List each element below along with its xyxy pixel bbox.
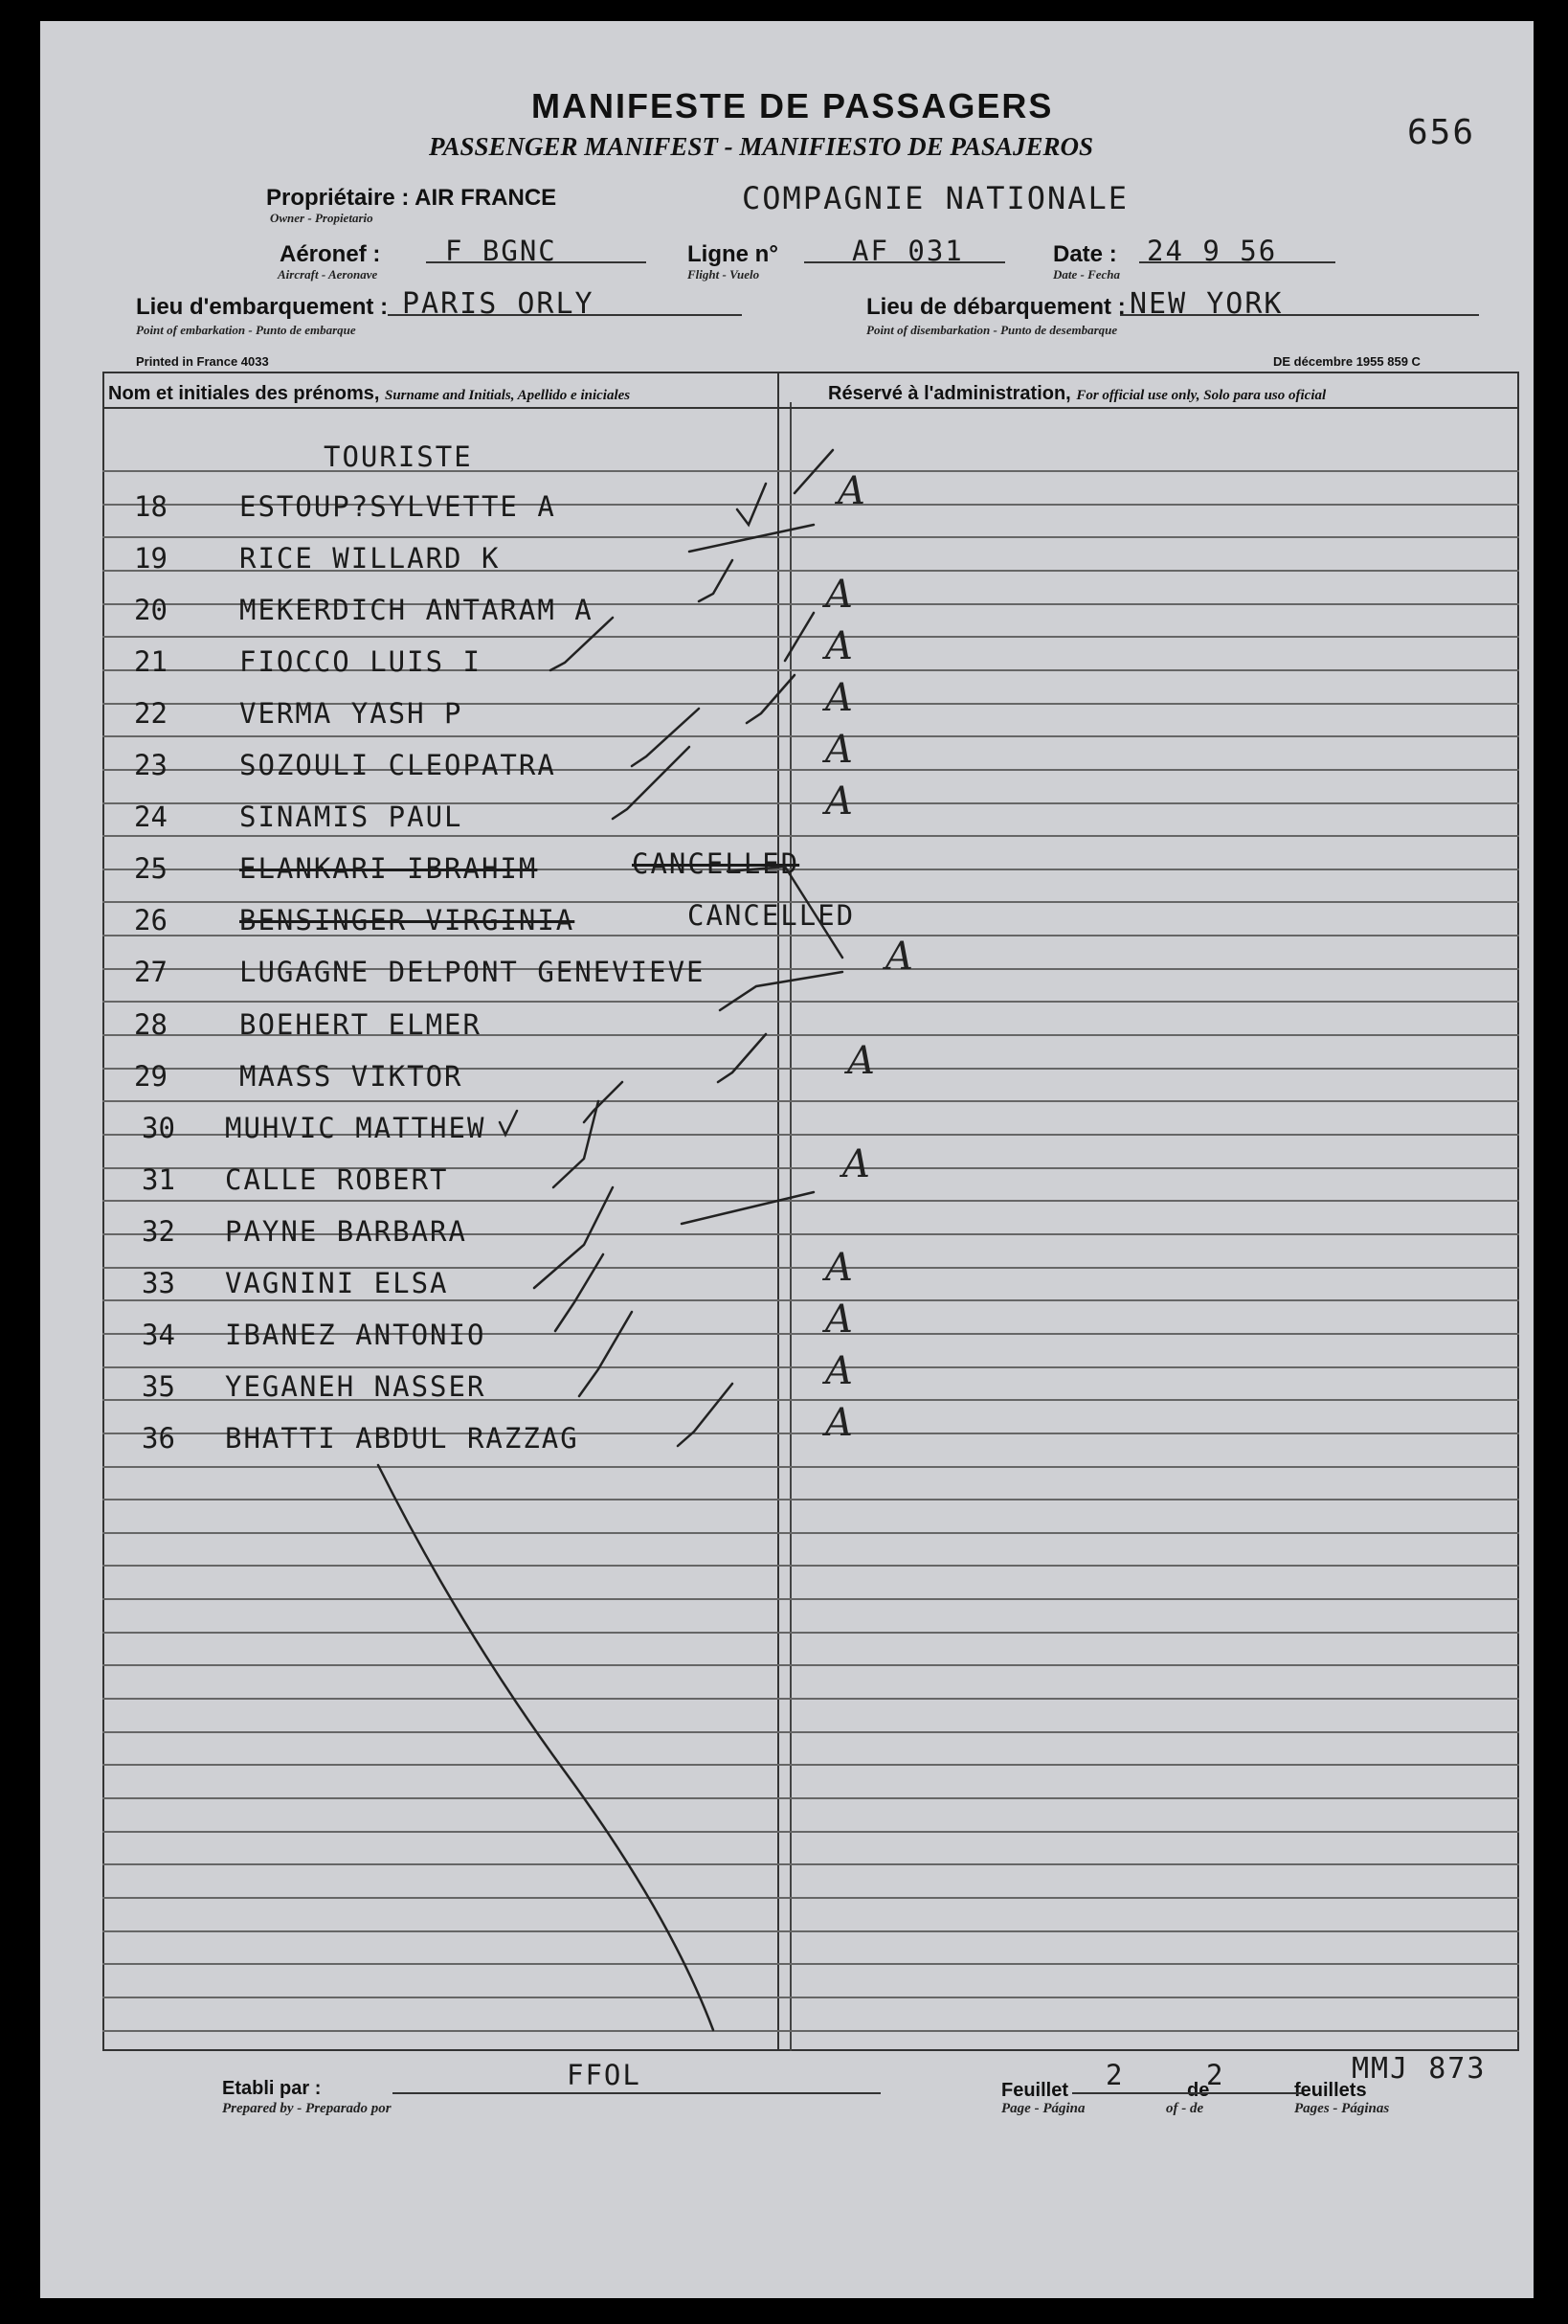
ruled-line — [102, 1664, 1519, 1666]
cancelled-note: CANCELLED — [632, 847, 800, 880]
prepared-sublabel: Prepared by - Preparado por — [222, 2101, 392, 2116]
admin-mark: A — [825, 728, 853, 772]
owner-sublabel: Owner - Propietario — [270, 211, 373, 225]
of-label: de — [1187, 2080, 1210, 2101]
ruled-line — [102, 1598, 1519, 1600]
flight-underline — [804, 261, 1005, 263]
col1-header — [108, 383, 630, 405]
aircraft-sublabel: Aircraft - Aeronave — [278, 267, 378, 282]
aircraft-value: F BGNC — [445, 235, 557, 267]
prepared-underline — [392, 2092, 881, 2094]
passenger-name: YEGANEH NASSER — [225, 1370, 486, 1403]
ruled-line — [102, 1366, 1519, 1368]
ruled-line — [102, 1863, 1519, 1865]
sheet-label: Feuillet — [1001, 2080, 1069, 2101]
passenger-number: 21 — [134, 645, 168, 678]
table-divider-inner — [790, 402, 792, 2051]
sheet-underline — [1072, 2092, 1302, 2094]
prepared-label: Etabli par : — [222, 2078, 322, 2099]
manifest-title: MANIFESTE DE PASSAGERS — [531, 86, 1054, 125]
passenger-number: 36 — [142, 1422, 175, 1455]
date-value: 24 9 56 — [1147, 235, 1278, 267]
sheets-sublabel: Pages - Páginas — [1294, 2101, 1390, 2116]
passenger-name: ESTOUP?SYLVETTE A — [239, 490, 556, 523]
admin-mark: A — [838, 469, 865, 513]
form-code: DE décembre 1955 859 C — [1273, 354, 1421, 369]
passenger-name: MAASS VIKTOR — [239, 1060, 463, 1093]
passenger-name: BOEHERT ELMER — [239, 1008, 482, 1041]
admin-mark: A — [825, 676, 853, 720]
printed-note: Printed in France 4033 — [136, 354, 269, 369]
passenger-number: 29 — [134, 1060, 168, 1093]
ruled-line — [102, 1100, 1519, 1102]
owner-value: COMPAGNIE NATIONALE — [742, 180, 1130, 216]
passenger-name: ELANKARI IBRAHIM — [239, 852, 538, 885]
passenger-name: SINAMIS PAUL — [239, 801, 463, 833]
sheet-value: 2 — [1106, 2059, 1125, 2091]
disembark-sublabel: Point of disembarkation - Punto de desembarque — [866, 323, 1118, 337]
passenger-number: 23 — [134, 749, 168, 781]
passenger-name: RICE WILLARD K — [239, 542, 501, 575]
passenger-number: 24 — [134, 801, 168, 833]
owner-label: Propriétaire : AIR FRANCE — [266, 185, 557, 211]
flight-value: AF 031 — [852, 235, 964, 267]
date-underline — [1139, 261, 1335, 263]
admin-mark: A — [825, 1401, 853, 1445]
ruled-line — [102, 1001, 1519, 1003]
section-label: TOURISTE — [324, 440, 473, 473]
passenger-number: 34 — [142, 1319, 175, 1351]
ruled-line — [102, 1299, 1519, 1301]
ruled-line — [102, 1698, 1519, 1700]
ruled-line — [102, 1632, 1519, 1634]
disembark-value: NEW YORK — [1130, 287, 1284, 321]
col2-header-label: Réservé à l'administration, — [828, 383, 1071, 404]
ruled-line — [102, 1897, 1519, 1899]
page-stamp: 656 — [1407, 113, 1476, 152]
of-sublabel: of - de — [1166, 2101, 1204, 2116]
ruled-line — [102, 1797, 1519, 1799]
passenger-name: MUHVIC MATTHEW — [225, 1112, 486, 1144]
flight-sublabel: Flight - Vuelo — [687, 267, 760, 282]
passenger-name: MEKERDICH ANTARAM A — [239, 594, 594, 626]
passenger-number: 31 — [142, 1163, 175, 1196]
manifest-subtitle: PASSENGER MANIFEST - MANIFIESTO DE PASAJEROS — [429, 132, 1093, 161]
passenger-number: 35 — [142, 1370, 175, 1403]
table-header-line — [102, 407, 1519, 409]
admin-mark: A — [825, 1349, 853, 1393]
passenger-name: CALLE ROBERT — [225, 1163, 449, 1196]
ruled-line — [102, 1997, 1519, 1998]
ruled-line — [102, 835, 1519, 837]
passenger-number: 22 — [134, 697, 168, 730]
passenger-number: 32 — [142, 1215, 175, 1248]
disembark-label: Lieu de débarquement : — [866, 294, 1126, 320]
ruled-line — [102, 735, 1519, 737]
stamp-number: MMJ 873 — [1352, 2052, 1487, 2086]
passenger-name: VAGNINI ELSA — [225, 1267, 449, 1299]
passenger-name: BHATTI ABDUL RAZZAG — [225, 1422, 579, 1455]
ruled-line — [102, 1565, 1519, 1567]
ruled-line — [102, 1731, 1519, 1733]
admin-mark: A — [847, 1039, 875, 1083]
passenger-name: PAYNE BARBARA — [225, 1215, 467, 1248]
ruled-line — [102, 1200, 1519, 1202]
passenger-number: 25 — [134, 852, 168, 885]
sheets-label: feuillets — [1294, 2080, 1367, 2101]
ruled-line — [102, 1963, 1519, 1965]
passenger-name: IBANEZ ANTONIO — [225, 1319, 486, 1351]
embark-label: Lieu d'embarquement : — [136, 294, 389, 320]
admin-mark: A — [885, 935, 913, 979]
passenger-number: 26 — [134, 904, 168, 936]
aircraft-label: Aéronef : — [280, 241, 381, 267]
passenger-number: 30 — [142, 1112, 175, 1144]
admin-mark: A — [825, 1246, 853, 1290]
ruled-line — [102, 1532, 1519, 1534]
of-value: 2 — [1206, 2059, 1225, 2091]
col1-header-sub: Surname and Initials, Apellido e iniciales — [384, 388, 631, 403]
aircraft-underline — [426, 261, 646, 263]
sheet-sublabel: Page - Página — [1001, 2101, 1086, 2116]
passenger-name: LUGAGNE DELPONT GENEVIEVE — [239, 956, 706, 988]
col1-header-label: Nom et initiales des prénoms, — [108, 383, 380, 404]
ruled-line — [102, 1499, 1519, 1500]
ruled-line — [102, 2030, 1519, 2032]
admin-mark: A — [842, 1142, 870, 1186]
passenger-number: 27 — [134, 956, 168, 988]
admin-mark: A — [825, 1297, 853, 1342]
passenger-name: VERMA YASH P — [239, 697, 463, 730]
ruled-line — [102, 536, 1519, 538]
ruled-line — [102, 1831, 1519, 1833]
disembark-underline — [1120, 314, 1479, 316]
flight-label: Ligne n° — [687, 241, 778, 267]
embark-sublabel: Point of embarkation - Punto de embarque — [136, 323, 356, 337]
ruled-line — [102, 1930, 1519, 1932]
admin-mark: A — [825, 573, 853, 617]
passenger-number: 20 — [134, 594, 168, 626]
passenger-number: 19 — [134, 542, 168, 575]
admin-mark: A — [825, 779, 853, 824]
passenger-name: BENSINGER VIRGINIA — [239, 904, 575, 936]
cancelled-note: CANCELLED — [687, 899, 856, 932]
prepared-value: FFOL — [567, 2059, 641, 2091]
passenger-number: 28 — [134, 1008, 168, 1041]
date-label: Date : — [1053, 241, 1117, 267]
ruled-line — [102, 470, 1519, 472]
passenger-name: SOZOULI CLEOPATRA — [239, 749, 556, 781]
admin-mark: A — [825, 624, 853, 668]
ruled-line — [102, 636, 1519, 638]
ruled-line — [102, 1466, 1519, 1468]
passenger-number: 33 — [142, 1267, 175, 1299]
embark-underline — [388, 314, 742, 316]
passenger-number: 18 — [134, 490, 168, 523]
col2-header-sub: For official use only, Solo para uso oficial — [1076, 388, 1327, 403]
col2-header — [828, 383, 1326, 405]
ruled-line — [102, 1764, 1519, 1766]
passenger-name: FIOCCO LUIS I — [239, 645, 482, 678]
embark-value: PARIS ORLY — [402, 287, 594, 321]
date-sublabel: Date - Fecha — [1053, 267, 1121, 282]
